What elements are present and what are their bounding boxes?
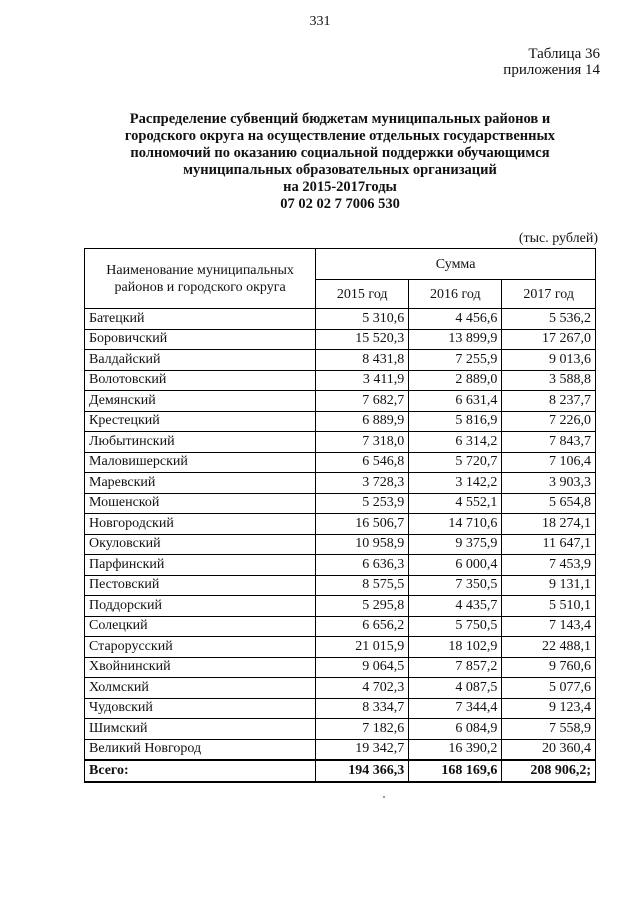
table-row [85, 473, 596, 494]
district-name: Холмский [85, 678, 316, 699]
district-name: Мошенской [85, 493, 316, 514]
amount-2015: 7 318,0 [316, 432, 409, 453]
table-row [85, 370, 596, 391]
table-reference-line2: приложения 14 [503, 62, 600, 78]
amount-2016: 6 000,4 [409, 555, 502, 576]
district-name: Демянский [85, 391, 316, 412]
table-row [85, 739, 596, 760]
table-row [85, 391, 596, 412]
amount-2015: 21 015,9 [316, 637, 409, 658]
amount-2015: 5 295,8 [316, 596, 409, 617]
page-number: 331 [309, 14, 331, 29]
amount-2016: 5 816,9 [409, 411, 502, 432]
amount-2017: 5 536,2 [502, 309, 596, 330]
amount-2017: 9 013,6 [502, 350, 596, 371]
amount-2017: 7 453,9 [502, 555, 596, 576]
district-name: Пестовский [85, 575, 316, 596]
subsidy-table [84, 248, 596, 783]
amount-2017: 7 843,7 [502, 432, 596, 453]
header-year-2016: 2016 год [409, 280, 502, 309]
amount-2015: 19 342,7 [316, 739, 409, 760]
district-name: Шимский [85, 719, 316, 740]
title-line: городского округа на осуществление отдельных государственных [124, 128, 556, 144]
amount-2015: 5 310,6 [316, 309, 409, 330]
scan-speck [383, 796, 385, 798]
table-row [85, 493, 596, 514]
district-name: Маловишерский [85, 452, 316, 473]
header-sum: Сумма [316, 249, 596, 280]
district-name: Батецкий [85, 309, 316, 330]
amount-2016: 6 631,4 [409, 391, 502, 412]
table-row [85, 555, 596, 576]
amount-2015: 4 702,3 [316, 678, 409, 699]
total-label: Всего: [85, 760, 316, 782]
amount-2016: 4 435,7 [409, 596, 502, 617]
amount-2015: 15 520,3 [316, 329, 409, 350]
amount-2017: 5 654,8 [502, 493, 596, 514]
amount-2016: 4 456,6 [409, 309, 502, 330]
table-body [85, 309, 596, 782]
amount-2017: 7 226,0 [502, 411, 596, 432]
amount-2015: 3 728,3 [316, 473, 409, 494]
amount-2017: 11 647,1 [502, 534, 596, 555]
total-2016: 168 169,6 [409, 760, 502, 782]
units-label: (тыс. рублей) [518, 231, 598, 246]
amount-2015: 16 506,7 [316, 514, 409, 535]
amount-2017: 18 274,1 [502, 514, 596, 535]
amount-2015: 8 575,5 [316, 575, 409, 596]
amount-2015: 9 064,5 [316, 657, 409, 678]
amount-2017: 5 077,6 [502, 678, 596, 699]
amount-2016: 16 390,2 [409, 739, 502, 760]
amount-2015: 7 682,7 [316, 391, 409, 412]
amount-2017: 7 558,9 [502, 719, 596, 740]
amount-2016: 7 857,2 [409, 657, 502, 678]
district-name: Чудовский [85, 698, 316, 719]
table-row [85, 678, 596, 699]
amount-2017: 7 106,4 [502, 452, 596, 473]
amount-2017: 7 143,4 [502, 616, 596, 637]
amount-2016: 9 375,9 [409, 534, 502, 555]
amount-2015: 5 253,9 [316, 493, 409, 514]
amount-2016: 14 710,6 [409, 514, 502, 535]
amount-2016: 6 314,2 [409, 432, 502, 453]
amount-2016: 5 720,7 [409, 452, 502, 473]
title-line: полномочий по оказанию социальной поддержки обучающимся [130, 145, 550, 161]
total-row [85, 760, 596, 782]
header-year-2015: 2015 год [316, 280, 409, 309]
amount-2016: 7 344,4 [409, 698, 502, 719]
amount-2015: 8 334,7 [316, 698, 409, 719]
table-row [85, 350, 596, 371]
table-row [85, 657, 596, 678]
table-reference [503, 46, 600, 78]
district-name: Старорусский [85, 637, 316, 658]
title-line: на 2015-2017годы [283, 179, 397, 195]
amount-2016: 4 087,5 [409, 678, 502, 699]
title-line: 07 02 02 7 7006 530 [280, 196, 400, 212]
amount-2015: 7 182,6 [316, 719, 409, 740]
table-row [85, 432, 596, 453]
total-2015: 194 366,3 [316, 760, 409, 782]
table-row [85, 534, 596, 555]
amount-2017: 9 760,6 [502, 657, 596, 678]
amount-2016: 3 142,2 [409, 473, 502, 494]
amount-2017: 17 267,0 [502, 329, 596, 350]
amount-2017: 3 903,3 [502, 473, 596, 494]
table-row [85, 616, 596, 637]
amount-2015: 10 958,9 [316, 534, 409, 555]
table-row [85, 411, 596, 432]
district-name: Парфинский [85, 555, 316, 576]
table-row [85, 596, 596, 617]
table-reference-line1: Таблица 36 [528, 46, 600, 62]
amount-2017: 5 510,1 [502, 596, 596, 617]
title-line: муниципальных образовательных организаций [183, 162, 497, 178]
district-name: Окуловский [85, 534, 316, 555]
district-name: Любытинский [85, 432, 316, 453]
amount-2016: 7 350,5 [409, 575, 502, 596]
table-row [85, 637, 596, 658]
district-name: Новгородский [85, 514, 316, 535]
amount-2017: 20 360,4 [502, 739, 596, 760]
header-name: Наименование муниципальных районов и городского округа [85, 249, 316, 309]
table-row [85, 309, 596, 330]
amount-2016: 18 102,9 [409, 637, 502, 658]
amount-2015: 3 411,9 [316, 370, 409, 391]
amount-2017: 8 237,7 [502, 391, 596, 412]
table-row [85, 514, 596, 535]
district-name: Волотовский [85, 370, 316, 391]
table-row [85, 575, 596, 596]
amount-2016: 5 750,5 [409, 616, 502, 637]
district-name: Солецкий [85, 616, 316, 637]
amount-2016: 4 552,1 [409, 493, 502, 514]
document-title [90, 111, 590, 213]
amount-2017: 9 123,4 [502, 698, 596, 719]
district-name: Поддорский [85, 596, 316, 617]
table-row [85, 329, 596, 350]
amount-2016: 13 899,9 [409, 329, 502, 350]
district-name: Боровичский [85, 329, 316, 350]
amount-2015: 6 889,9 [316, 411, 409, 432]
amount-2017: 3 588,8 [502, 370, 596, 391]
district-name: Крестецкий [85, 411, 316, 432]
title-line: Распределение субвенций бюджетам муниципальных районов и [129, 111, 551, 127]
amount-2016: 6 084,9 [409, 719, 502, 740]
header-year-2017: 2017 год [502, 280, 596, 309]
table-row [85, 452, 596, 473]
amount-2015: 6 636,3 [316, 555, 409, 576]
amount-2015: 6 546,8 [316, 452, 409, 473]
table-row [85, 719, 596, 740]
district-name: Маревский [85, 473, 316, 494]
amount-2016: 7 255,9 [409, 350, 502, 371]
amount-2017: 22 488,1 [502, 637, 596, 658]
total-2017: 208 906,2; [502, 760, 596, 782]
district-name: Хвойнинский [85, 657, 316, 678]
amount-2015: 6 656,2 [316, 616, 409, 637]
amount-2017: 9 131,1 [502, 575, 596, 596]
table-row [85, 698, 596, 719]
district-name: Валдайский [85, 350, 316, 371]
amount-2015: 8 431,8 [316, 350, 409, 371]
amount-2016: 2 889,0 [409, 370, 502, 391]
district-name: Великий Новгород [85, 739, 316, 760]
